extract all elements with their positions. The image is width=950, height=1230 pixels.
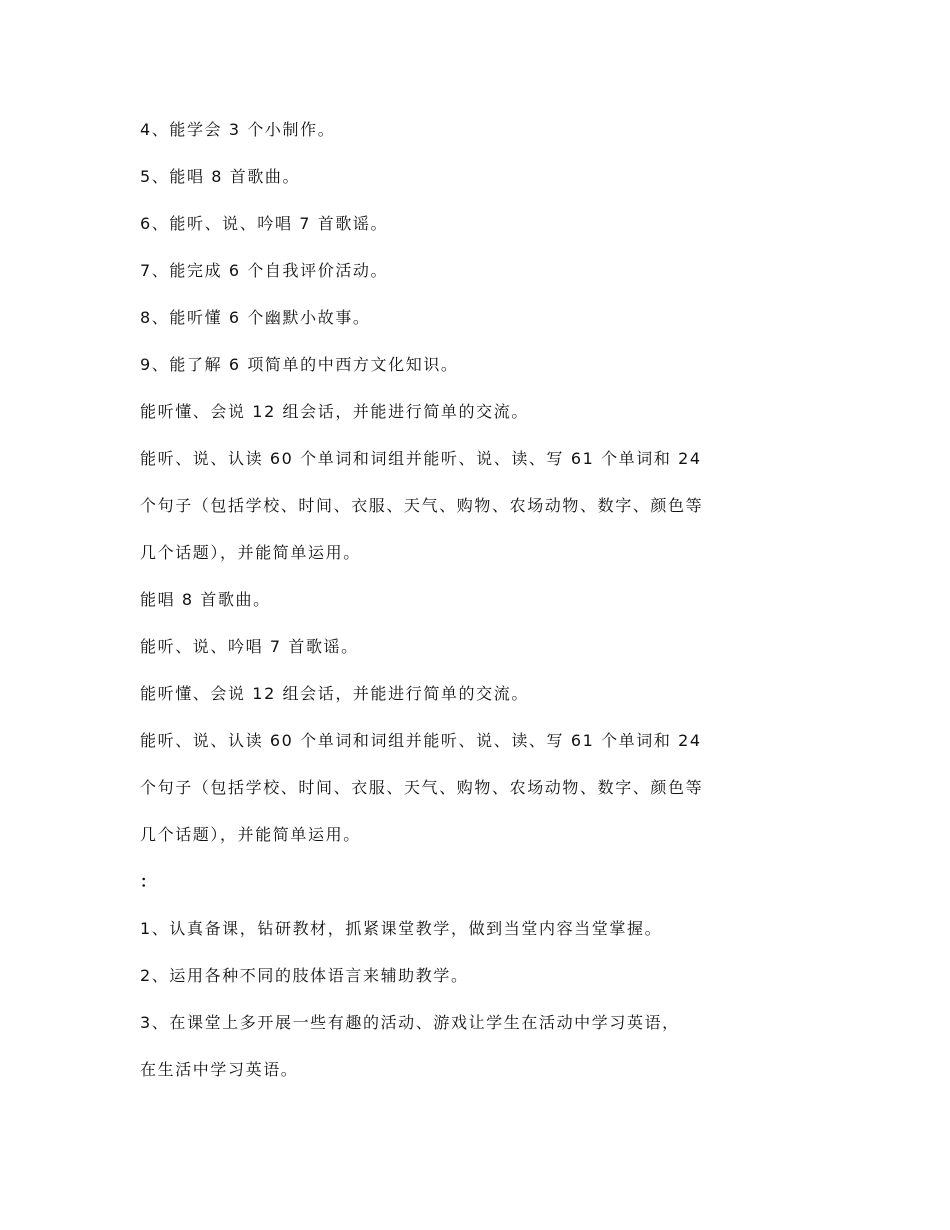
goal-item-7: 7、能完成 6 个自我评价活动。 [140,261,389,280]
measure-item-2: 2、运用各种不同的肢体语言来辅助教学。 [140,966,469,985]
goal-item-4: 4、能学会 3 个小制作。 [140,120,336,139]
text-line: 个句子（包括学校、时间、衣服、天气、购物、农场动物、数字、颜色等 [140,778,704,797]
text-line: 能唱 8 首歌曲。 [140,590,271,609]
goal-item-5: 5、能唱 8 首歌曲。 [140,167,301,186]
text-line: 几个话题），并能简单运用。 [140,825,361,844]
section-colon: ： [140,872,158,891]
text-line: 能听、说、吟唱 7 首歌谣。 [140,637,359,656]
text-line: 几个话题），并能简单运用。 [140,543,361,562]
goal-item-6: 6、能听、说、吟唱 7 首歌谣。 [140,214,389,233]
text-line: 能听懂、会说 12 组会话，并能进行简单的交流。 [140,402,529,421]
text-line: 在生活中学习英语。 [140,1060,299,1079]
text-line: 能听懂、会说 12 组会话，并能进行简单的交流。 [140,684,529,703]
measure-item-3: 3、在课堂上多开展一些有趣的活动、游戏让学生在活动中学习英语， [140,1013,680,1032]
goal-item-8: 8、能听懂 6 个幽默小故事。 [140,308,371,327]
goal-item-9: 9、能了解 6 项简单的中西方文化知识。 [140,355,459,374]
text-line: 能听、说、认读 60 个单词和词组并能听、说、读、写 61 个单词和 24 [140,731,702,750]
measure-item-1: 1、认真备课，钻研教材，抓紧课堂教学，做到当堂内容当堂掌握。 [140,919,663,938]
text-line: 个句子（包括学校、时间、衣服、天气、购物、农场动物、数字、颜色等 [140,496,704,515]
text-line: 能听、说、认读 60 个单词和词组并能听、说、读、写 61 个单词和 24 [140,449,702,468]
